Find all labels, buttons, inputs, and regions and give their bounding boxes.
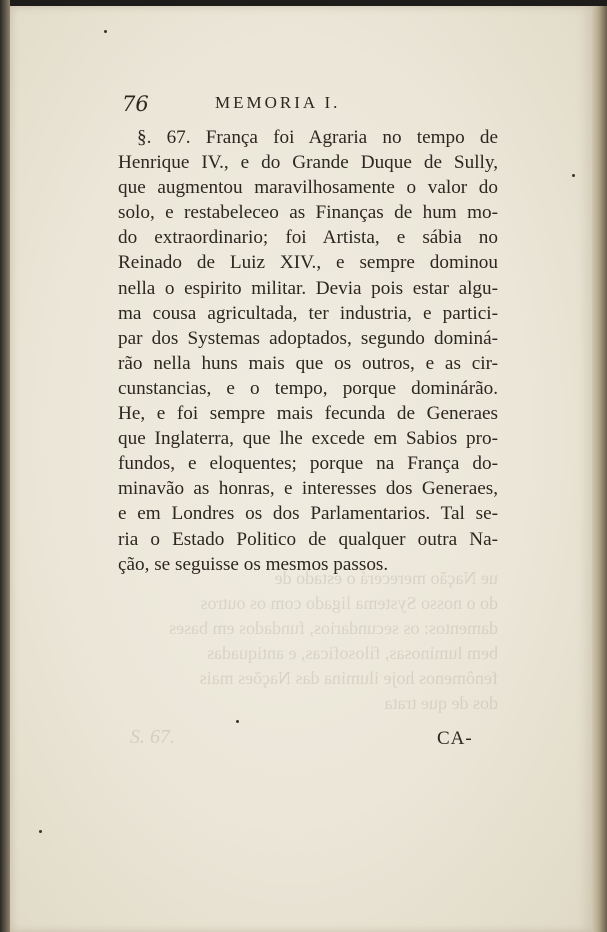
text-line: §. 67. França foi Agraria no tempo de — [137, 127, 498, 148]
show-through-note: S. 67. — [130, 726, 175, 748]
paper-speck — [572, 174, 575, 177]
paper-speck — [104, 30, 107, 33]
text-line: e em Londres os dos Parlamentarios. Tal se- — [118, 503, 498, 525]
text-line: Reinado de Luiz XIV., e sempre dominou — [118, 252, 498, 274]
text-line: rão nella huns mais que os outros, e as cir- — [118, 352, 498, 374]
text-line: do extraordinario; foi Artista, e sábia no — [118, 227, 498, 249]
text-line: nella o espirito militar. Devia pois estar algu- — [118, 277, 498, 299]
text-line: minavão as honras, e interesses dos Generaes, — [118, 478, 498, 500]
text-line: ção, se seguisse os mesmos passos. — [118, 553, 389, 575]
text-line: He, e foi sempre mais fecunda de Generaes — [118, 403, 498, 425]
text-line: que Inglaterra, que lhe excede em Sabios pro- — [118, 428, 498, 450]
running-head: MEMORIA I. — [215, 93, 341, 112]
text-line: solo, e restabeleceo as Finanças de hum mo- — [118, 202, 498, 224]
page-header — [122, 92, 382, 120]
text-line: ma cousa agricultada, ter industria, e partici- — [118, 302, 498, 324]
paper-speck — [39, 830, 42, 833]
text-line: cunstancias, e o tempo, porque dominárão. — [118, 377, 498, 399]
text-line: par dos Systemas adoptados, segundo dominá- — [118, 327, 498, 349]
show-through-text: ue Nação merecerá o estado de do o nosso Systema ligado com os outros damentos: os secundarios, fundados em bases bem luminosas, filosoficas, e antiquadas fenômenos hoje ilumina das Nações mais dos de que trata — [169, 568, 498, 713]
text-line: que augmentou maravilhosamente o valor do — [118, 177, 498, 199]
page-edge — [592, 6, 607, 932]
text-line: fundos, e eloquentes; porque na França do- — [118, 453, 498, 475]
book-gutter — [0, 0, 10, 932]
text-line: ria o Estado Politico de qualquer outra Na- — [118, 528, 498, 550]
page-number: 76 — [122, 92, 149, 116]
text-line: Henrique IV., e do Grande Duque de Sully, — [118, 152, 498, 174]
catchword: CA- — [437, 728, 473, 749]
body-text — [118, 125, 498, 577]
paper-speck — [236, 720, 239, 723]
